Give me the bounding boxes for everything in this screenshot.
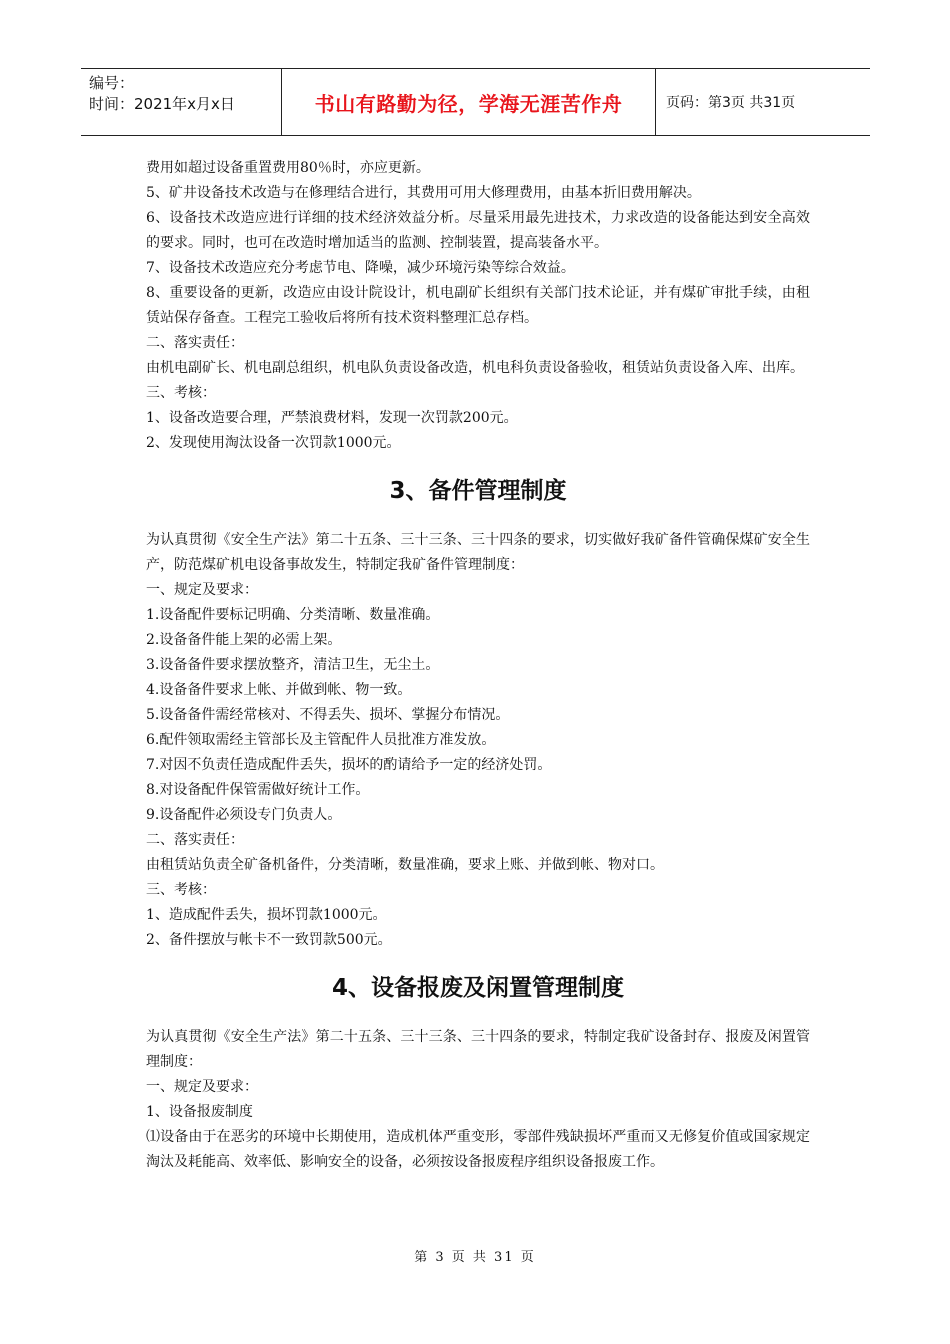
paragraph: 一、规定及要求： — [146, 1079, 258, 1095]
paragraph: 费用如超过设备重置费用80％时，亦应更新。 — [146, 160, 430, 176]
paragraph: 1.设备配件要标记明确、分类清晰、数量准确。 — [146, 607, 440, 623]
paragraph: 7、设备技术改造应充分考虑节电、降噪，减少环境污染等综合效益。 — [146, 260, 575, 276]
header-motto: 书山有路勤为径，学海无涯苦作舟 — [282, 69, 656, 135]
paragraph: 2、发现使用淘汰设备一次罚款1000元。 — [146, 435, 401, 451]
doc-date: 时间：2021年x月x日 — [89, 95, 235, 113]
paragraph: 8、重要设备的更新，改造应由设计院设计，机电副矿长组织有关部门技术论证，并有煤矿审批手续，由租赁站保存备查。工程完工验收后将所有技术资料整理汇总存档。 — [146, 285, 810, 326]
paragraph: 1、造成配件丢失，损坏罚款1000元。 — [146, 907, 387, 923]
paragraph: 为认真贯彻《安全生产法》第二十五条、三十三条、三十四条的要求，特制定我矿设备封存、报废及闲置管理制度： — [146, 1029, 810, 1070]
paragraph: 一、规定及要求： — [146, 582, 258, 598]
header-page-info: 页码：第3页 共31页 — [666, 95, 796, 111]
paragraph: 5、矿井设备技术改造与在修理结合进行，其费用可用大修理费用，由基本折旧费用解决。 — [146, 185, 701, 201]
document-body — [146, 156, 810, 1175]
section-heading-scrap-idle: 4、设备报废及闲置管理制度 — [331, 975, 624, 1001]
paragraph: 由租赁站负责全矿备机备件，分类清晰，数量准确，要求上账、并做到帐、物对口。 — [146, 857, 664, 873]
paragraph: 9.设备配件必须设专门负责人。 — [146, 807, 342, 823]
paragraph: 三、考核： — [146, 385, 216, 401]
paragraph: 8.对设备配件保管需做好统计工作。 — [146, 782, 370, 798]
paragraph: 3.设备备件要求摆放整齐，清洁卫生，无尘土。 — [146, 657, 440, 673]
paragraph: 1、设备改造要合理，严禁浪费材料，发现一次罚款200元。 — [146, 410, 518, 426]
paragraph: 6、设备技术改造应进行详细的技术经济效益分析。尽量采用最先进技术，力求改造的设备能达到安全高效的要求。同时，也可在改造时增加适当的监测、控制装置，提高装备水平。 — [146, 210, 810, 251]
paragraph: 7.对因不负责任造成配件丢失，损坏的酌请给予一定的经济处罚。 — [146, 757, 552, 773]
paragraph: 6.配件领取需经主管部长及主管配件人员批准方准发放。 — [146, 732, 496, 748]
paragraph: 2.设备备件能上架的必需上架。 — [146, 632, 342, 648]
section-equipment-renovation — [146, 156, 810, 456]
paragraph: 三、考核： — [146, 882, 216, 898]
paragraph: 二、落实责任： — [146, 335, 244, 351]
paragraph: 由机电副矿长、机电副总组织，机电队负责设备改造，机电科负责设备验收，租赁站负责设备入库、出库。 — [146, 360, 804, 376]
section-heading-spare-parts: 3、备件管理制度 — [389, 478, 567, 504]
doc-code-label: 编号： — [89, 74, 135, 92]
paragraph: ⑴设备由于在恶劣的环境中长期使用，造成机体严重变形，零部件残缺损坏严重而又无修复价值或国家规定淘汰及耗能高、效率低、影响安全的设备，必须按设备报废程序组织设备报废工作。 — [146, 1129, 810, 1170]
header-meta — [81, 69, 282, 135]
section-scrap-idle — [146, 1025, 810, 1175]
paragraph: 2、备件摆放与帐卡不一致罚款500元。 — [146, 932, 392, 948]
page-header — [81, 68, 870, 136]
paragraph: 4.设备备件要求上帐、并做到帐、物一致。 — [146, 682, 412, 698]
section-spare-parts — [146, 528, 810, 953]
paragraph: 为认真贯彻《安全生产法》第二十五条、三十三条、三十四条的要求，切实做好我矿备件管确保煤矿安全生产，防范煤矿机电设备事故发生，特制定我矿备件管理制度： — [146, 532, 810, 573]
paragraph: 1、设备报废制度 — [146, 1104, 253, 1120]
paragraph: 二、落实责任： — [146, 832, 244, 848]
paragraph: 5.设备备件需经常核对、不得丢失、损坏、掌握分布情况。 — [146, 707, 510, 723]
page-footer: 第 3 页 共 31 页 — [414, 1250, 536, 1265]
